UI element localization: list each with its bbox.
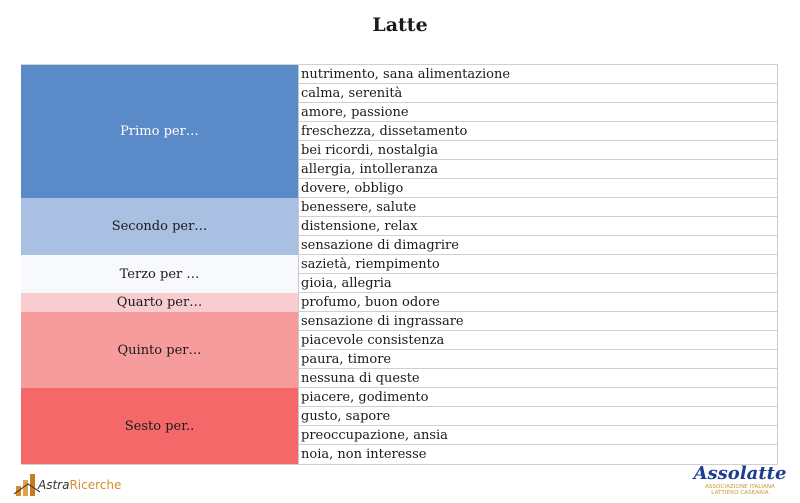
group-label: Quinto per… [21,312,298,388]
table-row: noia, non interesse [301,447,427,462]
table-row: preoccupazione, ansia [299,426,777,445]
assolatte-subtitle-2: LATTIERO CASEARIA [711,490,769,496]
group-label: Secondo per… [21,198,298,255]
astra-ricerche-text: AstraRicerche [38,478,122,492]
assolatte-subtitle-1: ASSOCIAZIONE ITALIANA [704,484,776,490]
group-label: Primo per… [21,65,298,198]
bar-chart-logo-icon [14,470,40,496]
table-row: amore, passione [299,103,777,122]
table-row: sazietà, riempimento [299,255,777,274]
table-row: benessere, salute [299,198,777,217]
table-row: profumo, buon odore [299,293,777,312]
table-row: gusto, sapore [299,407,777,426]
astra-ricerche-logo [14,470,144,496]
ranking-table [21,64,778,465]
group-column [21,65,298,464]
table-row: nutrimento, sana alimentazione [299,65,777,84]
table-row: freschezza, dissetamento [299,122,777,141]
page-title: Latte [372,14,428,36]
table-row: piacere, godimento [299,388,777,407]
group-label: Sesto per.. [21,388,298,464]
table-row: bei ricordi, nostalgia [299,141,777,160]
table-row: gioia, allegria [299,274,777,293]
item-column [298,65,778,464]
table-row: calma, serenità [299,84,777,103]
assolatte-name: Assolatte [693,463,787,484]
table-row: dovere, obbligo [299,179,777,198]
group-label: Terzo per … [21,255,298,293]
table-row: piacevole consistenza [299,331,777,350]
table-row: sensazione di ingrassare [299,312,777,331]
table-row: nessuna di queste [299,369,777,388]
assolatte-logo [690,464,790,500]
group-label: Quarto per… [21,293,298,312]
table-row: distensione, relax [299,217,777,236]
table-row: paura, timore [299,350,777,369]
table-row: allergia, intolleranza [299,160,777,179]
table-row: sensazione di dimagrire [299,236,777,255]
